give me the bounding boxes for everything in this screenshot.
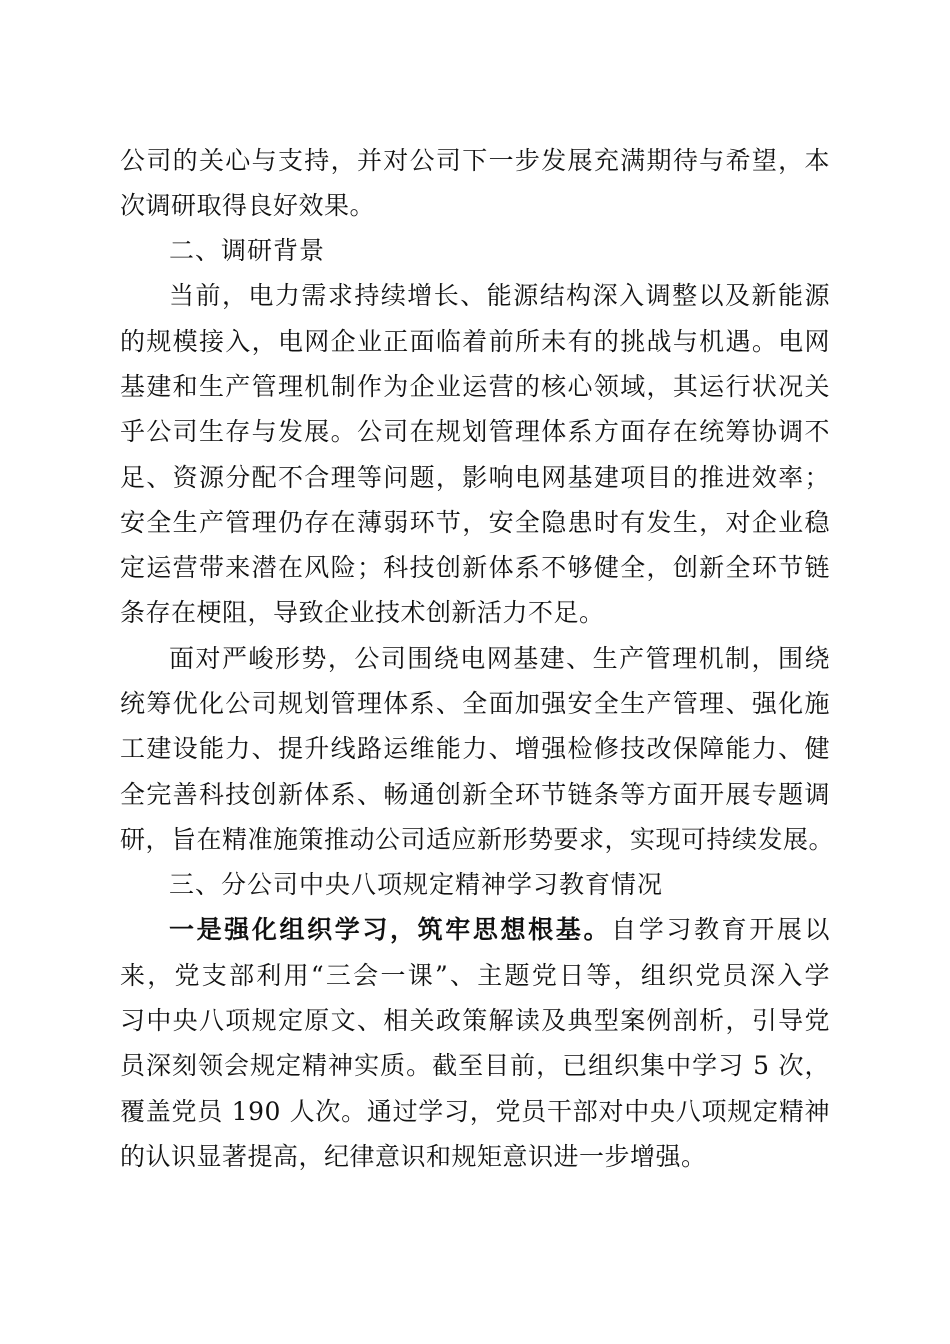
section-3-para-1-line-1-rest: 自学习教育开展以 bbox=[611, 915, 830, 944]
section-2-para-1-line-1: 当前，电力需求持续增长、能源结构深入调整以及新能源 bbox=[169, 281, 830, 310]
section-2-para-2-line-2: 统筹优化公司规划管理体系、全面加强安全生产管理、强化施 bbox=[120, 689, 830, 718]
section-2-heading: 二、调研背景 bbox=[169, 236, 326, 265]
section-3-para-1-line-6: 的认识显著提高，纪律意识和规矩意识进一步增强。 bbox=[120, 1142, 707, 1171]
section-2-para-1-line-8: 条存在梗阻，导致企业技术创新活力不足。 bbox=[120, 598, 605, 627]
section-2-para-1-line-3: 基建和生产管理机制作为企业运营的核心领域，其运行状况关 bbox=[120, 372, 830, 401]
section-2-para-2-line-5: 研，旨在精准施策推动公司适应新形势要求，实现可持续发展。 bbox=[120, 825, 835, 854]
section-3-para-1-line-1 bbox=[169, 908, 830, 952]
section-2-para-2-line-1: 面对严峻形势，公司围绕电网基建、生产管理机制，围绕 bbox=[169, 644, 830, 673]
section-2-para-1-line-6: 安全生产管理仍存在薄弱环节，安全隐患时有发生，对企业稳 bbox=[120, 508, 830, 537]
section-3-para-1-line-5: 覆盖党员 190 人次。通过学习，党员干部对中央八项规定精神 bbox=[120, 1097, 830, 1126]
section-2-para-2-line-4: 全完善科技创新体系、畅通创新全环节链条等方面开展专题调 bbox=[120, 780, 830, 809]
section-3-para-1-line-3: 习中央八项规定原文、相关政策解读及典型案例剖析，引导党 bbox=[120, 1006, 830, 1035]
section-2-para-2-line-3: 工建设能力、提升线路运维能力、增强检修技改保障能力、健 bbox=[120, 734, 830, 763]
section-2-para-1-line-2: 的规模接入，电网企业正面临着前所未有的挑战与机遇。电网 bbox=[120, 327, 830, 356]
intro-line-1: 公司的关心与支持，并对公司下一步发展充满期待与希望，本 bbox=[120, 146, 830, 175]
section-3-lead-sentence: 一是强化组织学习，筑牢思想根基。 bbox=[169, 915, 612, 944]
section-3-heading: 三、分公司中央八项规定精神学习教育情况 bbox=[169, 870, 664, 899]
section-3-para-1-line-2: 来，党支部利用“三会一课”、主题党日等，组织党员深入学 bbox=[120, 961, 830, 990]
section-2-para-1-line-7: 定运营带来潜在风险；科技创新体系不够健全，创新全环节链 bbox=[120, 553, 830, 582]
section-2-para-1-line-5: 足、资源分配不合理等问题，影响电网基建项目的推进效率； bbox=[120, 463, 830, 492]
section-2-para-1-line-4: 乎公司生存与发展。公司在规划管理体系方面存在统筹协调不 bbox=[120, 417, 830, 446]
section-3-para-1-line-4: 员深刻领会规定精神实质。截至目前，已组织集中学习 5 次， bbox=[120, 1051, 830, 1080]
intro-line-2: 次调研取得良好效果。 bbox=[120, 191, 376, 220]
